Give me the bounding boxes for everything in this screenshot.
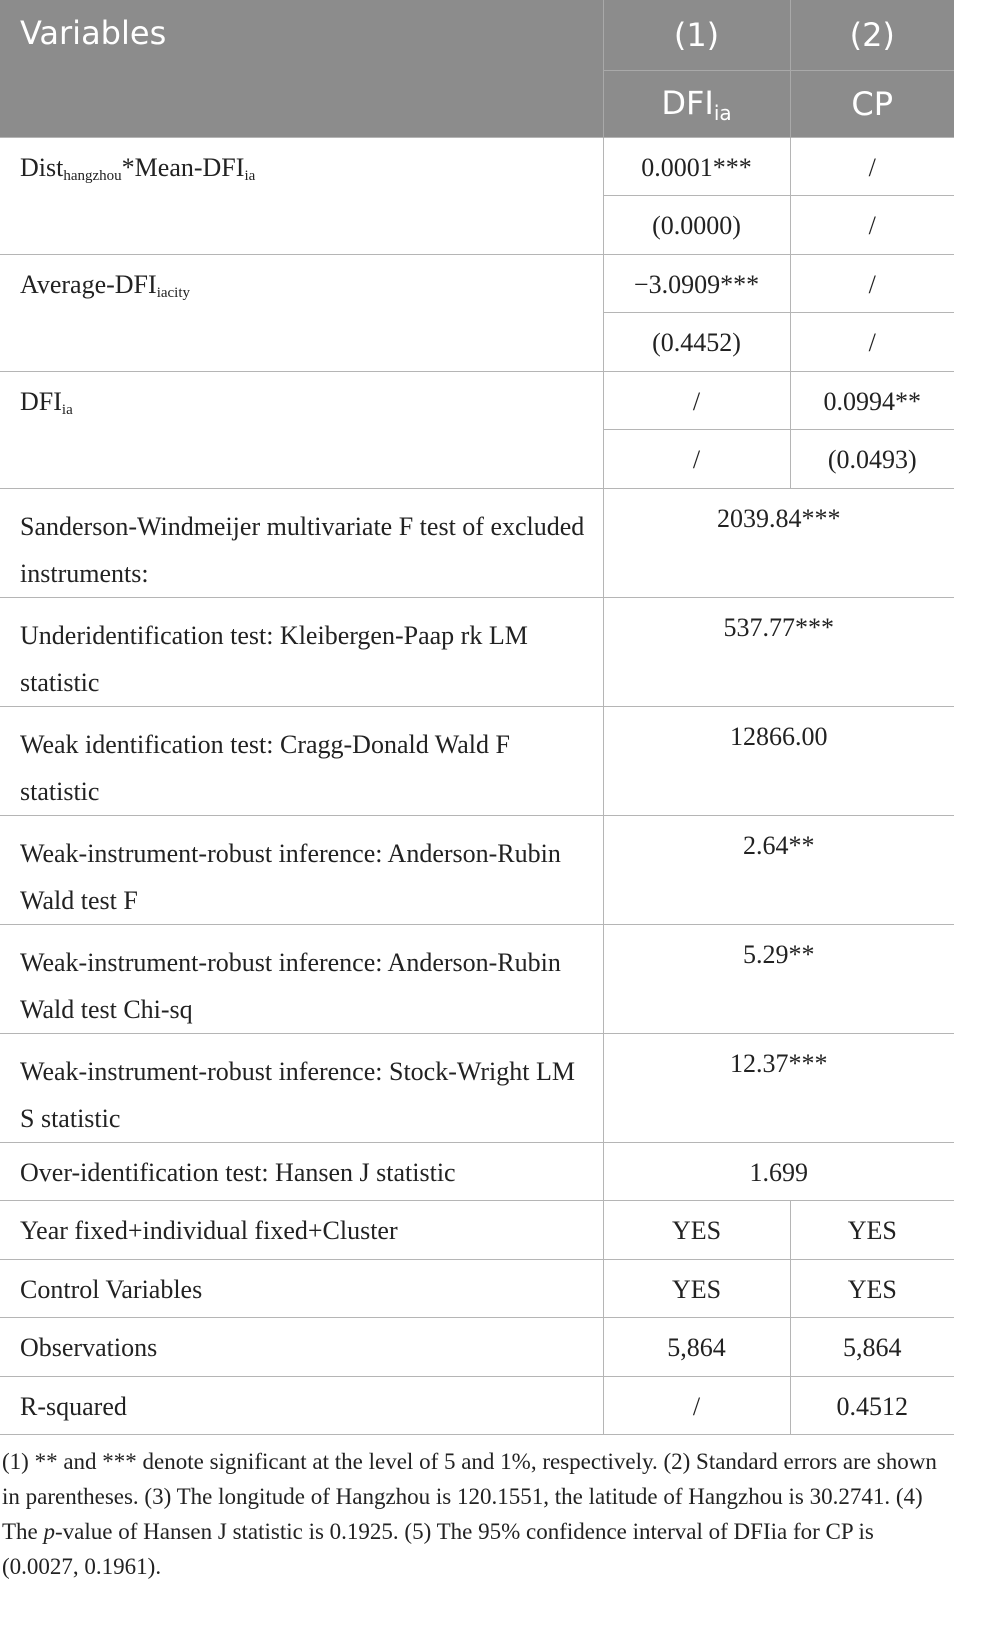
row-label-hansen: Over-identification test: Hansen J statistic: [0, 1143, 603, 1201]
column-1-name-subscript: ia: [713, 100, 732, 125]
table-row-fixed-effects: [0, 1201, 954, 1260]
table-row-average-coef: [0, 255, 954, 313]
label-text: Average-DFI: [20, 270, 157, 299]
cell-observations-2: 5,864: [790, 1318, 954, 1377]
label-text: Dist: [20, 153, 64, 182]
cell-sanderson-value: 2039.84***: [603, 489, 954, 598]
column-1-name: [603, 71, 790, 138]
cell-dfi-se-1: /: [603, 430, 790, 489]
cell-hansen-value: 1.699: [603, 1143, 954, 1201]
row-label-stock-wright: Weak-instrument-robust inference: Stock-Wright LM S statistic: [0, 1034, 603, 1143]
table-row-hansen: [0, 1143, 954, 1201]
label-text: DFI: [20, 387, 62, 416]
cell-dist-se-1: (0.0000): [603, 196, 790, 255]
table-footnote: [0, 1444, 952, 1584]
footnote-text: -value of Hansen J statistic is 0.1925. (5) The 95% confidence interval of DFIia for CP is (0.0027, 0.1961).: [2, 1519, 874, 1579]
table-row-weakid: [0, 707, 954, 816]
table-row-observations: [0, 1318, 954, 1377]
table-row-sanderson: [0, 489, 954, 598]
row-label-sanderson: Sanderson-Windmeijer multivariate F test of excluded instruments:: [0, 489, 603, 598]
row-label-weakid: Weak identification test: Cragg-Donald Wald F statistic: [0, 707, 603, 816]
cell-dist-coef-2: /: [790, 138, 954, 196]
header-row-1: [0, 0, 954, 71]
label-subscript: ia: [244, 168, 256, 184]
cell-observations-1: 5,864: [603, 1318, 790, 1377]
cell-controls-2: YES: [790, 1260, 954, 1318]
row-label-observations: Observations: [0, 1318, 603, 1377]
label-text: *Mean-DFI: [121, 153, 245, 182]
footnote-p-italic: p: [43, 1519, 56, 1544]
table-row-stock-wright: [0, 1034, 954, 1143]
column-2-number: (2): [790, 0, 954, 71]
cell-underid-value: 537.77***: [603, 598, 954, 707]
cell-dfi-coef-2: 0.0994**: [790, 372, 954, 430]
label-subscript: iacity: [156, 285, 191, 301]
row-label-ar-chi: Weak-instrument-robust inference: Anderson-Rubin Wald test Chi-sq: [0, 925, 603, 1034]
column-1-name-main: DFI: [661, 83, 714, 122]
cell-fixed-1: YES: [603, 1201, 790, 1260]
table-row-dist-coef: [0, 138, 954, 196]
row-label-r-squared: R-squared: [0, 1377, 603, 1435]
row-label-ar-f: Weak-instrument-robust inference: Anderson-Rubin Wald test F: [0, 816, 603, 925]
cell-stock-wright-value: 12.37***: [603, 1034, 954, 1143]
table-row-ar-f: [0, 816, 954, 925]
cell-ar-f-value: 2.64**: [603, 816, 954, 925]
table-row-r-squared: [0, 1377, 954, 1435]
cell-average-se-2: /: [790, 313, 954, 372]
cell-dfi-se-2: (0.0493): [790, 430, 954, 489]
column-1-number: (1): [603, 0, 790, 71]
cell-weakid-value: 12866.00: [603, 707, 954, 816]
table-row-ar-chi: [0, 925, 954, 1034]
cell-dfi-coef-1: /: [603, 372, 790, 430]
row-label-dist-mean-dfi: [0, 138, 603, 255]
cell-average-coef-2: /: [790, 255, 954, 313]
row-label-fixed-effects: Year fixed+individual fixed+Cluster: [0, 1201, 603, 1260]
label-subscript: hangzhou: [63, 168, 122, 184]
table-row-dfi-coef: [0, 372, 954, 430]
row-label-average-dfi: [0, 255, 603, 372]
cell-average-se-1: (0.4452): [603, 313, 790, 372]
label-subscript: ia: [61, 402, 73, 418]
cell-dist-se-2: /: [790, 196, 954, 255]
column-2-name: CP: [790, 71, 954, 138]
row-label-controls: Control Variables: [0, 1260, 603, 1318]
cell-controls-1: YES: [603, 1260, 790, 1318]
row-label-underid: Underidentification test: Kleibergen-Paap rk LM statistic: [0, 598, 603, 707]
cell-r-squared-2: 0.4512: [790, 1377, 954, 1435]
variables-header: Variables: [0, 0, 603, 138]
cell-average-coef-1: −3.0909***: [603, 255, 790, 313]
footnote-text: (1) ** and *** denote significant at the level of 5 and 1%, respectively. (2) Standard errors are shown in parentheses. (3) The longitude of Hangzhou is 120.1551, the latitude of Hangzhou is 30.2741. (4) The: [2, 1449, 937, 1544]
cell-fixed-2: YES: [790, 1201, 954, 1260]
cell-r-squared-1: /: [603, 1377, 790, 1435]
table-row-controls: [0, 1260, 954, 1318]
cell-ar-chi-value: 5.29**: [603, 925, 954, 1034]
row-label-dfi: [0, 372, 603, 489]
cell-dist-coef-1: 0.0001***: [603, 138, 790, 196]
table-row-underid: [0, 598, 954, 707]
